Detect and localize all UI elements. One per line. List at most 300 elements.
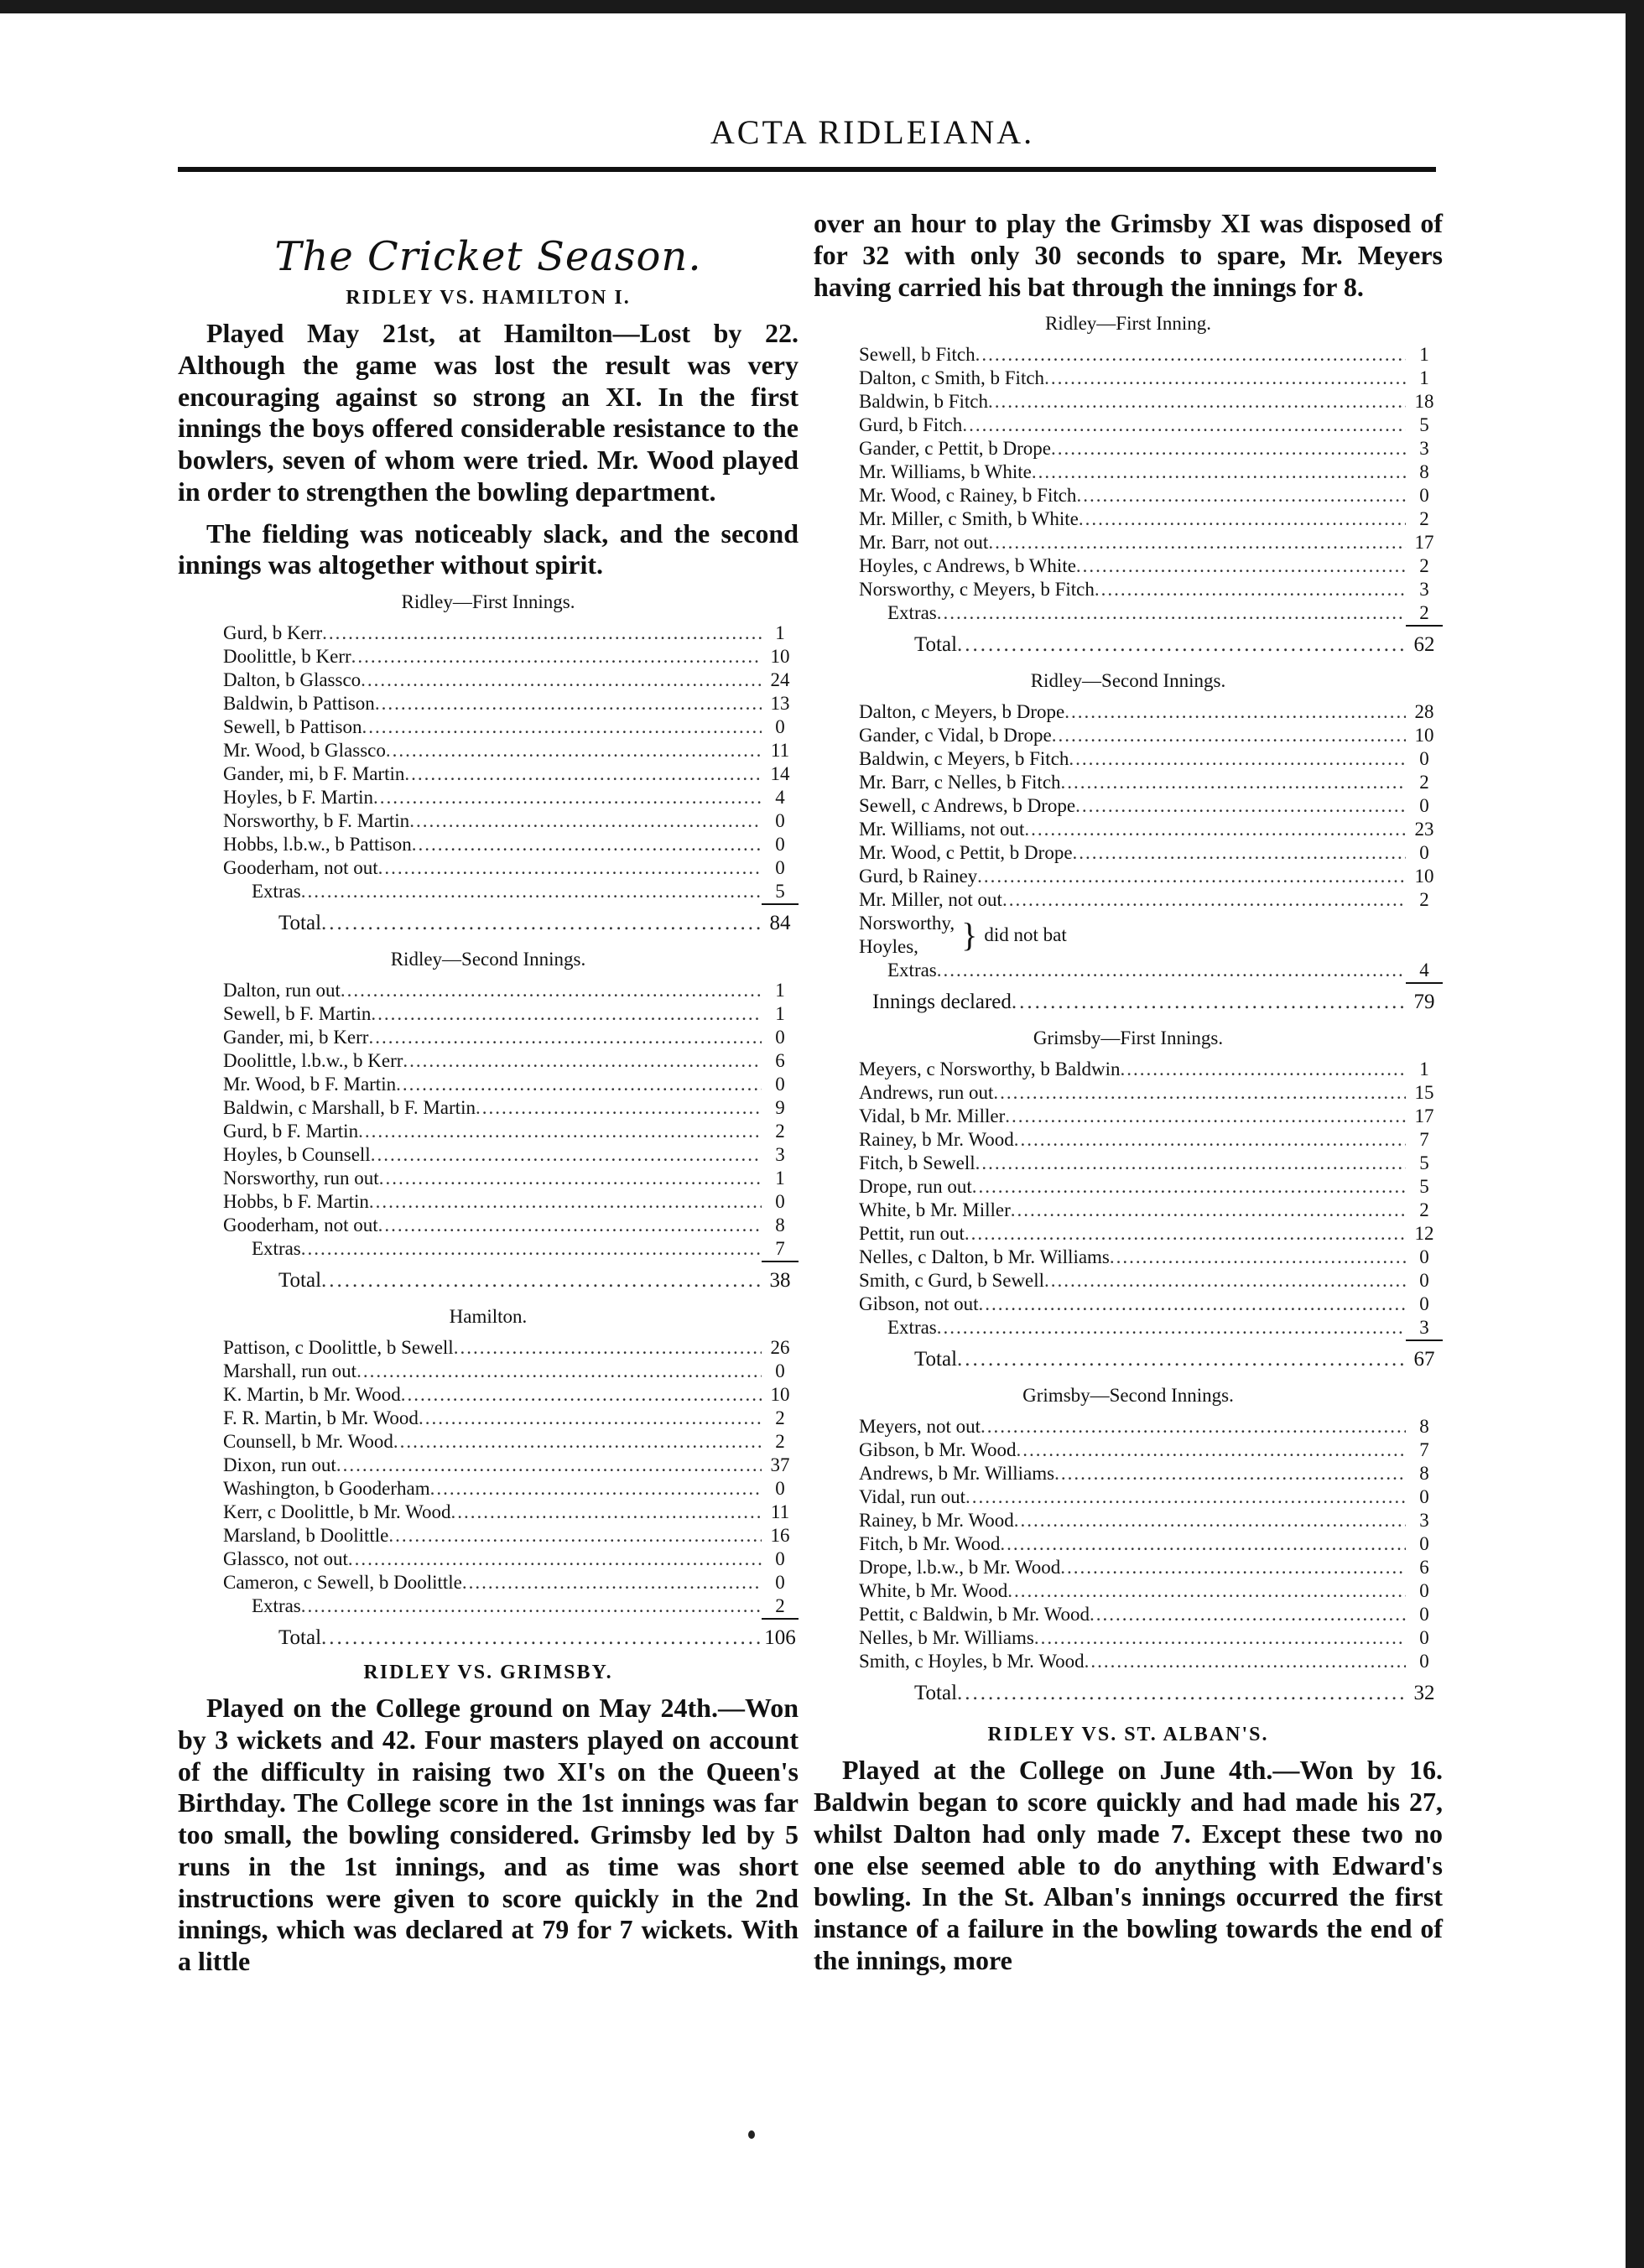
leader-dots — [965, 1222, 1406, 1246]
batsman-dismissal: Gander, mi, b Kerr — [223, 1027, 369, 1048]
hamilton-paragraph-2: The fielding was noticeably slack, and the second innings was altogether without spirit. — [178, 518, 799, 580]
batting-row — [859, 818, 1443, 841]
runs-value: 5 — [1419, 1176, 1429, 1198]
runs-value: 2 — [1419, 889, 1429, 911]
batting-row — [223, 1167, 799, 1190]
leader-dots — [957, 1682, 1406, 1705]
runs-value: 7 — [1419, 1129, 1429, 1151]
did-not-bat-label: did not bat — [984, 924, 1067, 946]
batsman-dismissal: Pettit, run out — [859, 1223, 965, 1245]
runs-value: 17 — [1414, 1105, 1434, 1127]
leader-dots — [301, 880, 762, 903]
runs-value: 8 — [1419, 461, 1429, 483]
leader-dots — [1060, 1556, 1406, 1579]
batsman-dismissal: Washington, b Gooderham — [223, 1478, 430, 1499]
runs-value: 0 — [1419, 1293, 1429, 1315]
runs-value: 1 — [1419, 1059, 1429, 1080]
leader-dots — [965, 1485, 1406, 1509]
leader-dots — [1011, 1199, 1406, 1222]
total-label: Total — [278, 1626, 322, 1649]
leader-dots — [375, 692, 762, 715]
leader-dots — [1061, 771, 1406, 794]
runs-value: 0 — [1419, 1651, 1429, 1672]
leader-dots — [371, 1143, 762, 1167]
leader-dots — [1054, 1462, 1406, 1485]
batting-row — [859, 1415, 1443, 1438]
total-row — [178, 912, 799, 942]
batting-row — [223, 1407, 799, 1430]
runs-value: 2 — [775, 1407, 785, 1428]
runs-value: 1 — [775, 980, 785, 1001]
did-not-bat-name: Hoyles, — [859, 936, 918, 958]
batsman-dismissal: Gurd, b Fitch — [859, 414, 963, 436]
total-row — [814, 1348, 1443, 1378]
runs-value: 2 — [762, 1594, 799, 1620]
leader-dots — [988, 390, 1406, 414]
batsman-dismissal: Rainey, b Mr. Wood — [859, 1510, 1014, 1532]
runs-value: 37 — [770, 1454, 790, 1475]
batting-row — [859, 343, 1443, 367]
batsman-dismissal: Gibson, b Mr. Wood — [859, 1439, 1017, 1461]
batsman-dismissal: Pettit, c Baldwin, b Mr. Wood — [859, 1604, 1090, 1626]
batsman-dismissal: Vidal, b Mr. Miller — [859, 1105, 1006, 1127]
leader-dots — [386, 739, 762, 762]
batsman-dismissal: Cameron, c Sewell, b Doolittle — [223, 1572, 462, 1593]
leader-dots — [393, 1430, 762, 1454]
runs-value: 0 — [1419, 1533, 1429, 1555]
batsman-dismissal: Fitch, b Sewell — [859, 1152, 975, 1174]
total-label: Total — [278, 912, 322, 934]
leader-dots — [1032, 460, 1406, 484]
batsman-dismissal: White, b Mr. Wood — [859, 1580, 1008, 1602]
batting-row — [223, 739, 799, 762]
leader-dots — [409, 809, 762, 833]
leader-dots — [1014, 1509, 1406, 1532]
did-not-bat-row — [859, 912, 1443, 959]
runs-value: 3 — [775, 1144, 785, 1165]
batsman-dismissal: Fitch, b Mr. Wood — [859, 1533, 1001, 1555]
batting-row — [223, 1214, 799, 1237]
innings-heading: Ridley—Second Innings. — [390, 949, 586, 970]
batting-row — [859, 1105, 1443, 1128]
batsman-dismissal: Hoyles, b F. Martin — [223, 787, 373, 808]
batsman-dismissal: Counsell, b Mr. Wood — [223, 1431, 393, 1452]
batsman-dismissal: Mr. Williams, b White — [859, 461, 1032, 483]
leader-dots — [388, 1524, 762, 1548]
batsman-dismissal: Marsland, b Doolittle — [223, 1525, 389, 1546]
leader-dots — [404, 762, 762, 786]
leader-dots — [1000, 1532, 1406, 1556]
extras-label: Extras — [252, 1238, 301, 1259]
total-label: Innings declared — [872, 991, 1012, 1014]
leader-dots — [358, 1120, 762, 1143]
extras-label: Extras — [887, 602, 937, 624]
runs-value: 8 — [1419, 1416, 1429, 1438]
leader-dots — [1034, 1626, 1406, 1650]
batsman-dismissal: Dalton, c Smith, b Fitch — [859, 367, 1045, 389]
leader-dots — [451, 1501, 762, 1524]
batting-row — [859, 1485, 1443, 1509]
batting-row — [859, 724, 1443, 747]
st-albans-paragraph: Played at the College on June 4th.—Won by 16. Baldwin began to score quickly and had made his 27, whilst Dalton had only made 7. Except these two no one else seemed able to do anything with Edward's bowling. In the St. Alban's innings occurred the first instance of a failure in the bowling towards the end of the innings, more — [814, 1755, 1443, 1975]
batting-row — [223, 1096, 799, 1120]
batsman-dismissal: Pattison, c Doolittle, b Sewell — [223, 1337, 454, 1358]
batsman-dismissal: Gander, c Pettit, b Drope — [859, 438, 1052, 460]
batting-row — [223, 1190, 799, 1214]
batting-row — [859, 1532, 1443, 1556]
runs-value: 4 — [1406, 959, 1443, 984]
left-column — [178, 220, 799, 1988]
batsman-dismissal: Gander, c Vidal, b Drope — [859, 725, 1052, 746]
batting-row — [859, 1269, 1443, 1293]
runs-value: 2 — [1419, 772, 1429, 793]
batsman-dismissal: Dalton, run out — [223, 980, 341, 1001]
runs-value: 5 — [1419, 414, 1429, 436]
runs-value: 0 — [1419, 1246, 1429, 1268]
total-row — [814, 633, 1443, 663]
leader-dots — [301, 1594, 762, 1618]
runs-value: 7 — [762, 1237, 799, 1262]
batsman-dismissal: Norsworthy, run out — [223, 1168, 379, 1189]
batting-row — [859, 1058, 1443, 1081]
batsman-dismissal: Gander, mi, b F. Martin — [223, 763, 405, 784]
batting-row — [223, 1026, 799, 1049]
runs-value: 12 — [1414, 1223, 1434, 1245]
batting-row — [223, 786, 799, 809]
batsman-dismissal: White, b Mr. Miller — [859, 1199, 1011, 1221]
leader-dots — [972, 1175, 1406, 1199]
runs-value: 5 — [762, 880, 799, 905]
batsman-dismissal: Rainey, b Mr. Wood — [859, 1129, 1014, 1151]
batting-row — [223, 809, 799, 833]
leader-dots — [937, 959, 1406, 982]
leader-dots — [1076, 484, 1406, 507]
runs-value: 0 — [1419, 842, 1429, 864]
batsman-dismissal: Andrews, b Mr. Williams — [859, 1463, 1055, 1485]
runs-value: 10 — [1414, 725, 1434, 746]
batting-row — [223, 1501, 799, 1524]
batsman-dismissal: Baldwin, c Meyers, b Fitch — [859, 748, 1069, 770]
leader-dots — [1017, 1438, 1407, 1462]
batsman-dismissal: Glassco, not out — [223, 1548, 348, 1569]
batting-row — [223, 1571, 799, 1594]
batting-row — [223, 668, 799, 692]
leader-dots — [341, 979, 762, 1002]
leader-dots — [321, 1269, 762, 1293]
runs-value: 0 — [1419, 1486, 1429, 1508]
batsman-dismissal: Mr. Wood, c Pettit, b Drope — [859, 842, 1073, 864]
batting-row — [859, 1128, 1443, 1152]
batsman-dismissal: Gurd, b Rainey — [859, 866, 978, 887]
batsman-dismissal: Hobbs, b F. Martin — [223, 1191, 369, 1212]
leader-dots — [937, 601, 1406, 625]
leader-dots — [1064, 700, 1406, 724]
batsman-dismissal: Mr. Miller, c Smith, b White — [859, 508, 1079, 530]
leader-dots — [1012, 991, 1406, 1014]
runs-value: 3 — [1419, 1510, 1429, 1532]
leader-dots — [937, 1316, 1406, 1339]
runs-value: 0 — [1419, 795, 1429, 817]
batsman-dismissal: Baldwin, c Marshall, b F. Martin — [223, 1097, 476, 1118]
batsman-dismissal: F. R. Martin, b Mr. Wood — [223, 1407, 419, 1428]
leader-dots — [379, 1167, 762, 1190]
batting-row — [859, 507, 1443, 531]
batting-row — [859, 1462, 1443, 1485]
runs-value: 4 — [775, 787, 785, 808]
batting-row — [859, 794, 1443, 818]
leader-dots — [988, 531, 1406, 554]
runs-value: 2 — [1419, 1199, 1429, 1221]
runs-value: 15 — [1414, 1082, 1434, 1104]
batting-row — [859, 484, 1443, 507]
runs-value: 1 — [1419, 367, 1429, 389]
leader-dots — [975, 1152, 1406, 1175]
leader-dots — [1076, 554, 1406, 578]
batting-row — [859, 1199, 1443, 1222]
extras-label: Extras — [252, 881, 301, 902]
batsman-dismissal: Baldwin, b Fitch — [859, 391, 988, 413]
batsman-dismissal: Sewell, c Andrews, b Drope — [859, 795, 1076, 817]
leader-dots — [1085, 1650, 1406, 1673]
runs-value: 18 — [1414, 391, 1434, 413]
innings-heading: Ridley—First Innings. — [401, 591, 575, 612]
batsman-dismissal: Mr. Barr, c Nelles, b Fitch — [859, 772, 1061, 793]
batsman-dismissal: Kerr, c Doolittle, b Mr. Wood — [223, 1501, 451, 1522]
leader-dots — [362, 715, 762, 739]
runs-value: 10 — [770, 1384, 790, 1405]
leader-dots — [419, 1407, 762, 1430]
leader-dots — [1073, 841, 1406, 865]
batsman-dismissal: Mr. Barr, not out — [859, 532, 989, 554]
leader-dots — [430, 1477, 762, 1501]
batsman-dismissal: Nelles, b Mr. Williams — [859, 1627, 1034, 1649]
leader-dots — [369, 1190, 762, 1214]
leader-dots — [378, 856, 762, 880]
batting-row — [859, 841, 1443, 865]
total-row — [814, 1682, 1443, 1712]
batting-row — [859, 1222, 1443, 1246]
batting-row — [223, 833, 799, 856]
runs-value: 0 — [1419, 1270, 1429, 1292]
leader-dots — [1005, 1105, 1406, 1128]
batsman-dismissal: Gooderham, not out — [223, 1215, 378, 1235]
leader-dots — [1024, 818, 1406, 841]
leader-dots — [368, 1026, 762, 1049]
runs-value: 0 — [775, 1548, 785, 1569]
total-runs: 62 — [1413, 633, 1435, 657]
did-not-bat-names — [859, 912, 955, 959]
batsman-dismissal: Sewell, b Fitch — [859, 344, 975, 366]
hamilton-paragraph-1: Played May 21st, at Hamilton—Lost by 22. Although the game was lost the result was very encouraging against so strong an XI. In the first innings the boys offered considerable resistance to the bowlers, seven of whom were tried. Mr. Wood played in order to strengthen the bowling department. — [178, 318, 799, 507]
batting-row — [223, 1548, 799, 1571]
total-label: Total — [278, 1269, 322, 1292]
batting-row — [859, 1175, 1443, 1199]
batsman-dismissal: Meyers, c Norsworthy, b Baldwin — [859, 1059, 1121, 1080]
batting-row — [859, 1650, 1443, 1673]
batting-row — [223, 1524, 799, 1548]
runs-value: 3 — [1419, 438, 1429, 460]
innings-heading: Grimsby—First Innings. — [1033, 1027, 1224, 1049]
runs-value: 0 — [1419, 748, 1429, 770]
runs-value: 11 — [770, 1501, 790, 1522]
extras-row — [859, 601, 1443, 625]
leader-dots — [412, 833, 762, 856]
scorecard — [814, 343, 1443, 625]
total-label: Total — [914, 1682, 958, 1705]
batting-row — [859, 1556, 1443, 1579]
total-runs: 38 — [769, 1269, 791, 1292]
batting-row — [223, 1383, 799, 1407]
batting-row — [859, 578, 1443, 601]
runs-value: 2 — [1406, 601, 1443, 627]
runs-value: 2 — [1419, 555, 1429, 577]
leader-dots — [454, 1336, 762, 1360]
leader-dots — [981, 1415, 1406, 1438]
batting-row — [859, 888, 1443, 912]
batsman-dismissal: Marshall, run out — [223, 1360, 357, 1381]
scorecard — [814, 1058, 1443, 1339]
batsman-dismissal: Sewell, b F. Martin — [223, 1003, 372, 1024]
leader-dots — [321, 1626, 762, 1650]
batting-row — [859, 414, 1443, 437]
batting-row — [859, 437, 1443, 460]
runs-value: 0 — [1419, 1604, 1429, 1626]
batsman-dismissal: Hobbs, l.b.w., b Pattison — [223, 834, 412, 855]
runs-value: 0 — [775, 1360, 785, 1381]
batting-row — [223, 762, 799, 786]
leader-dots — [957, 633, 1406, 657]
scorecard — [178, 1336, 799, 1618]
leader-dots — [1044, 1269, 1406, 1293]
runs-value: 3 — [1406, 1316, 1443, 1341]
batting-row — [223, 715, 799, 739]
batsman-dismissal: Gooderham, not out — [223, 857, 378, 878]
batting-row — [859, 771, 1443, 794]
runs-value: 1 — [1419, 344, 1429, 366]
extras-row — [223, 1594, 799, 1618]
batting-row — [859, 1579, 1443, 1603]
runs-value: 0 — [775, 1478, 785, 1499]
grimsby-paragraph-left: Played on the College ground on May 24th.—Won by 3 wickets and 42. Four masters played on account of the difficulty in raising two XI's on the Queen's Birthday. The College score in the 1st innings was far too small, the bowling considered. Grimsby led by 5 runs in the 1st innings, and as time was short instructions were given to score quickly in the 2nd innings, which was declared at 79 for 7 wickets. With a little — [178, 1693, 799, 1976]
extras-row — [859, 959, 1443, 982]
right-column — [814, 208, 1443, 1987]
leader-dots — [1007, 1579, 1406, 1603]
batsman-dismissal: Mr. Williams, not out — [859, 819, 1025, 840]
runs-value: 0 — [775, 1027, 785, 1048]
scorecard — [178, 622, 799, 903]
leader-dots — [1121, 1058, 1406, 1081]
extras-label: Extras — [252, 1595, 301, 1616]
leader-dots — [403, 1049, 762, 1073]
total-row — [814, 991, 1443, 1021]
batting-row — [859, 1293, 1443, 1316]
batting-row — [859, 700, 1443, 724]
leader-dots — [957, 1348, 1406, 1371]
leader-dots — [378, 1214, 762, 1237]
runs-value: 23 — [1414, 819, 1434, 840]
leader-dots — [978, 1293, 1406, 1316]
scan-top-edge — [0, 0, 1644, 13]
leader-dots — [1110, 1246, 1406, 1269]
extras-row — [223, 880, 799, 903]
scorecard — [814, 700, 1443, 982]
extras-row — [859, 1316, 1443, 1339]
leader-dots — [1052, 724, 1406, 747]
runs-value: 9 — [775, 1097, 785, 1118]
leader-dots — [1075, 794, 1406, 818]
runs-value: 0 — [1419, 1627, 1429, 1649]
batting-row — [223, 1002, 799, 1026]
total-runs: 106 — [764, 1626, 796, 1649]
batsman-dismissal: Drope, l.b.w., b Mr. Wood — [859, 1557, 1061, 1579]
batsman-dismissal: Norsworthy, c Meyers, b Fitch — [859, 579, 1095, 601]
runs-value: 10 — [770, 646, 790, 667]
batting-row — [859, 1081, 1443, 1105]
batting-row — [223, 1336, 799, 1360]
batsman-dismissal: Drope, run out — [859, 1176, 972, 1198]
batsman-dismissal: Andrews, run out — [859, 1082, 994, 1104]
total-runs: 67 — [1413, 1348, 1435, 1371]
runs-value: 17 — [1414, 532, 1434, 554]
batsman-dismissal: Vidal, run out — [859, 1486, 966, 1508]
extras-label: Extras — [887, 960, 937, 981]
leader-dots — [1079, 507, 1406, 531]
leader-dots — [1051, 437, 1406, 460]
batsman-dismissal: K. Martin, b Mr. Wood — [223, 1384, 401, 1405]
batting-row — [223, 645, 799, 668]
batsman-dismissal: Doolittle, l.b.w., b Kerr — [223, 1050, 403, 1071]
runs-value: 28 — [1414, 701, 1434, 723]
batting-row — [859, 1509, 1443, 1532]
batsman-dismissal: Dalton, c Meyers, b Drope — [859, 701, 1065, 723]
batting-row — [859, 865, 1443, 888]
batting-row — [859, 554, 1443, 578]
batting-row — [859, 747, 1443, 771]
scorecard — [178, 979, 799, 1261]
leader-dots — [336, 1454, 762, 1477]
runs-value: 2 — [775, 1431, 785, 1452]
runs-value: 6 — [775, 1050, 785, 1071]
batting-row — [223, 1477, 799, 1501]
total-runs: 84 — [769, 912, 791, 934]
leader-dots — [1069, 747, 1406, 771]
leader-dots — [476, 1096, 762, 1120]
document-page — [168, 101, 1443, 1976]
runs-value: 0 — [775, 834, 785, 855]
batting-row — [223, 856, 799, 880]
batting-row — [859, 531, 1443, 554]
runs-value: 0 — [775, 1191, 785, 1212]
runs-value: 6 — [1419, 1557, 1429, 1579]
batsman-dismissal: Smith, c Hoyles, b Mr. Wood — [859, 1651, 1085, 1672]
leader-dots — [1014, 1128, 1406, 1152]
batsman-dismissal: Doolittle, b Kerr — [223, 646, 351, 667]
batsman-dismissal: Mr. Wood, b Glassco — [223, 740, 386, 761]
ink-spot — [748, 2130, 755, 2139]
match-heading-st-albans: RIDLEY VS. ST. ALBAN'S. — [987, 1724, 1269, 1746]
innings-heading: Hamilton. — [449, 1306, 528, 1327]
runs-value: 26 — [770, 1337, 790, 1358]
batsman-dismissal: Meyers, not out — [859, 1416, 981, 1438]
leader-dots — [993, 1081, 1406, 1105]
runs-value: 1 — [775, 1003, 785, 1024]
batting-row — [223, 1430, 799, 1454]
batting-row — [223, 1360, 799, 1383]
batting-row — [223, 1120, 799, 1143]
batting-row — [223, 1454, 799, 1477]
runs-value: 2 — [775, 1121, 785, 1142]
batsman-dismissal: Hoyles, b Counsell — [223, 1144, 371, 1165]
